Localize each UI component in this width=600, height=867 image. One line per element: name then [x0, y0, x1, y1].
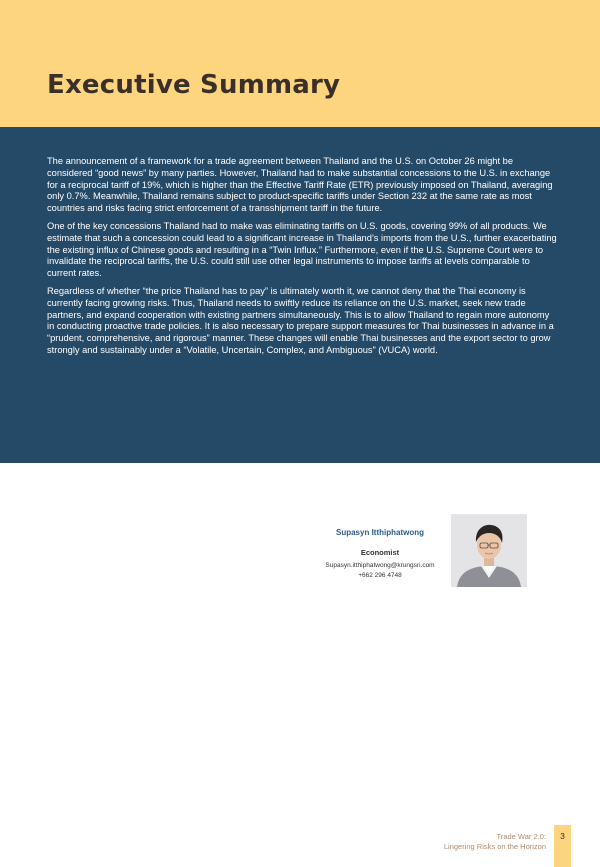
footer-title-line-2: Lingering Risks on the Horizon	[443, 842, 546, 851]
author-photo	[451, 514, 527, 587]
summary-paragraph-2: One of the key concessions Thailand had to make was eliminating tariffs on U.S. goods, covering 99% of all products. We estimate that such a concession could lead to a significant increase in Thailand’s imports from the U.S., further exacerbating the existing influx of Chinese goods and resulting in a “Twin Influx.” Furthermore, even if the U.S. Supreme Court were to invalidate the reciprocal tariffs, the U.S. could still use other legal instruments to impose tariffs at levels comparable to current rates.	[47, 220, 557, 279]
summary-text	[47, 156, 559, 363]
author-name: Supasyn Itthiphatwong	[336, 528, 424, 537]
author-role: Economist	[360, 548, 400, 557]
footer-title-line-1: Trade War 2.0:	[496, 832, 546, 841]
page-number-tab	[554, 825, 571, 867]
summary-paragraph-1: The announcement of a framework for a trade agreement between Thailand and the U.S. on October 26 might be considered “good news” by many parties. However, Thailand had to make substantial concessions to the U.S. in exchange for a reciprocal tariff of 19%, which is higher than the Effective Tariff Rate (ETR) previously imposed on Thailand, averaging only 0.7%. Meanwhile, Thailand remains subject to product-specific tariffs under Section 232 at the same rate as most countries and risks facing strict enforcement of a transshipment tariff in the future.	[47, 156, 553, 214]
page-title: Executive Summary	[47, 70, 341, 100]
footer-report-title	[380, 832, 546, 852]
portrait-illustration	[451, 514, 527, 587]
summary-panel	[0, 127, 600, 463]
page-number: 3	[560, 831, 565, 841]
author-email: Supasyn.itthiphatwong@krungsri.com	[325, 562, 435, 569]
header-band	[0, 0, 600, 127]
summary-paragraph-3: Regardless of whether “the price Thailand has to pay” is ultimately worth it, we cannot deny that the Thai economy is currently facing growing risks. Thus, Thailand needs to swiftly reduce its reliance on the U.S. market, seek new trade partners, and expand cooperation with existing partners simultaneously. This is to allow Thailand to regain more autonomy in conducting proactive trade policies. It is also necessary to prepare support measures for Thai businesses in advance in a “prudent, comprehensive, and rigorous” manner. These changes will enable Thai businesses and the export sector to grow strongly and sustainably under a “Volatile, Uncertain, Complex, and Ambiguous” (VUCA) world.	[47, 285, 554, 355]
author-phone: +662 296 4748	[358, 572, 402, 579]
